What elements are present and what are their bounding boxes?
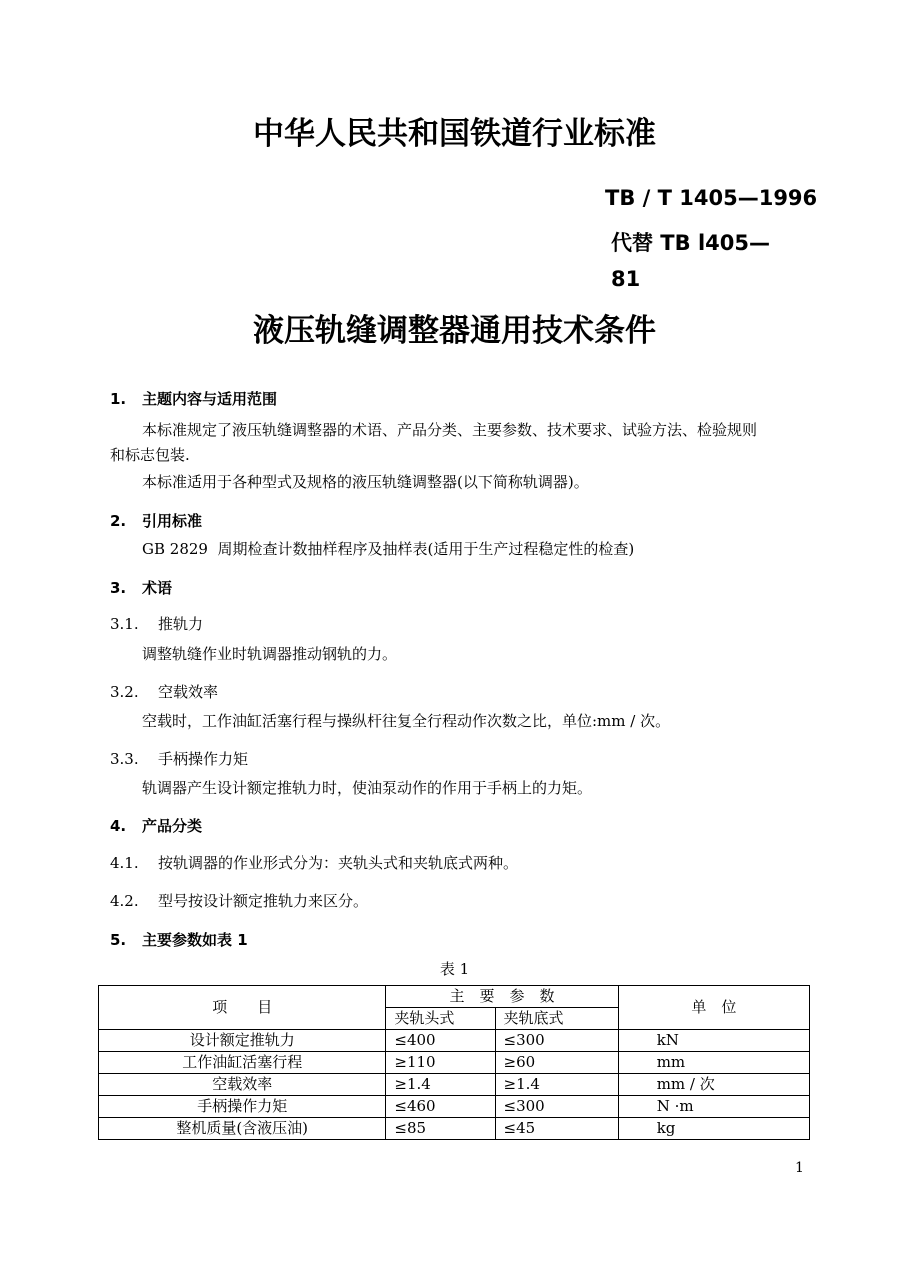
term-3-3-title: 手柄操作力矩 (158, 750, 249, 768)
standard-number: TB / T 1405—1996 (605, 186, 818, 210)
table-row (99, 1096, 810, 1118)
section-1-paragraph-1-line-1: 本标准规定了液压轨缝调整器的术语、产品分类、主要参数、技术要求、试验方法、检验规则 (142, 421, 758, 439)
clause-4-1-number: 4.1. (110, 854, 139, 872)
term-3-3-heading (110, 748, 248, 769)
section-3-number: 3. (110, 579, 127, 597)
term-3-3-definition: 轨调器产生设计额定推轨力时，使油泵动作的作用于手柄上的力矩。 (142, 779, 593, 797)
section-5-number: 5. (110, 931, 127, 949)
row-rail-head-value: ≤85 (386, 1118, 495, 1140)
section-2-number: 2. (110, 512, 127, 530)
section-1-title: 主题内容与适用范围 (142, 390, 278, 408)
row-rail-base-value: ≤300 (495, 1096, 618, 1118)
term-3-1-title: 推轨力 (158, 615, 204, 633)
section-3-heading (110, 577, 172, 598)
replaces-line-1: 代替 TB l405— (611, 231, 770, 255)
section-4-heading (110, 815, 202, 836)
section-5-title: 主要参数如表 1 (142, 931, 248, 949)
section-4-title: 产品分类 (142, 817, 203, 835)
header-unit: 单 位 (618, 986, 809, 1030)
row-unit: N ·m (618, 1096, 809, 1118)
header-rail-head-type: 夹轨头式 (386, 1008, 495, 1030)
row-rail-base-value: ≥1.4 (495, 1074, 618, 1096)
row-rail-head-value: ≥1.4 (386, 1074, 495, 1096)
replaces-line-2: 81 (611, 267, 641, 291)
clause-4-2-number: 4.2. (110, 892, 139, 910)
header-main-params: 主 要 参 数 (386, 986, 618, 1008)
row-unit: mm / 次 (618, 1074, 809, 1096)
row-unit: kg (618, 1118, 809, 1140)
page-number: 1 (795, 1160, 804, 1176)
row-rail-head-value: ≥110 (386, 1052, 495, 1074)
term-3-1-heading (110, 613, 203, 634)
header-item: 项 目 (99, 986, 386, 1030)
row-rail-base-value: ≤300 (495, 1030, 618, 1052)
row-item: 工作油缸活塞行程 (99, 1052, 386, 1074)
row-rail-base-value: ≥60 (495, 1052, 618, 1074)
row-item: 手柄操作力矩 (99, 1096, 386, 1118)
parameters-table (98, 985, 810, 1140)
term-3-1-number: 3.1. (110, 615, 139, 633)
section-1-paragraph-1-line-2: 和标志包装. (110, 446, 190, 464)
table-row (99, 1052, 810, 1074)
term-3-2-definition: 空载时，工作油缸活塞行程与操纵杆往复全行程动作次数之比，单位:mm / 次。 (142, 712, 671, 730)
section-1-number: 1. (110, 390, 127, 408)
section-1-heading (110, 388, 277, 409)
table-row (99, 1030, 810, 1052)
row-item: 空载效率 (99, 1074, 386, 1096)
term-3-3-number: 3.3. (110, 750, 139, 768)
row-item: 设计额定推轨力 (99, 1030, 386, 1052)
row-rail-head-value: ≤460 (386, 1096, 495, 1118)
table-caption: 表 1 (439, 960, 470, 978)
clause-4-2-text: 型号按设计额定推轨力来区分。 (158, 892, 369, 910)
table-header-row (99, 986, 810, 1008)
document-title: 液压轨缝调整器通用技术条件 (253, 313, 656, 349)
row-rail-base-value: ≤45 (495, 1118, 618, 1140)
clause-4-1 (110, 852, 518, 873)
term-3-2-title: 空载效率 (158, 683, 219, 701)
header-rail-base-type: 夹轨底式 (495, 1008, 618, 1030)
row-unit: mm (618, 1052, 809, 1074)
section-2-heading (110, 510, 202, 531)
row-item: 整机质量(含液压油) (99, 1118, 386, 1140)
section-4-number: 4. (110, 817, 127, 835)
section-3-title: 术语 (142, 579, 173, 597)
term-3-2-heading (110, 681, 218, 702)
reference-standard: GB 2829 周期检查计数抽样程序及抽样表(适用于生产过程稳定性的检查) (142, 540, 635, 558)
table-row (99, 1118, 810, 1140)
section-5-heading (110, 929, 248, 950)
term-3-1-definition: 调整轨缝作业时轨调器推动钢轨的力。 (142, 645, 398, 663)
row-unit: kN (618, 1030, 809, 1052)
section-1-paragraph-2: 本标准适用于各种型式及规格的液压轨缝调整器(以下简称轨调器)。 (142, 473, 589, 491)
table-row (99, 1074, 810, 1096)
term-3-2-number: 3.2. (110, 683, 139, 701)
section-2-title: 引用标准 (142, 512, 203, 530)
row-rail-head-value: ≤400 (386, 1030, 495, 1052)
main-title: 中华人民共和国铁道行业标准 (253, 116, 656, 152)
clause-4-2 (110, 890, 368, 911)
clause-4-1-text: 按轨调器的作业形式分为：夹轨头式和夹轨底式两种。 (158, 854, 519, 872)
